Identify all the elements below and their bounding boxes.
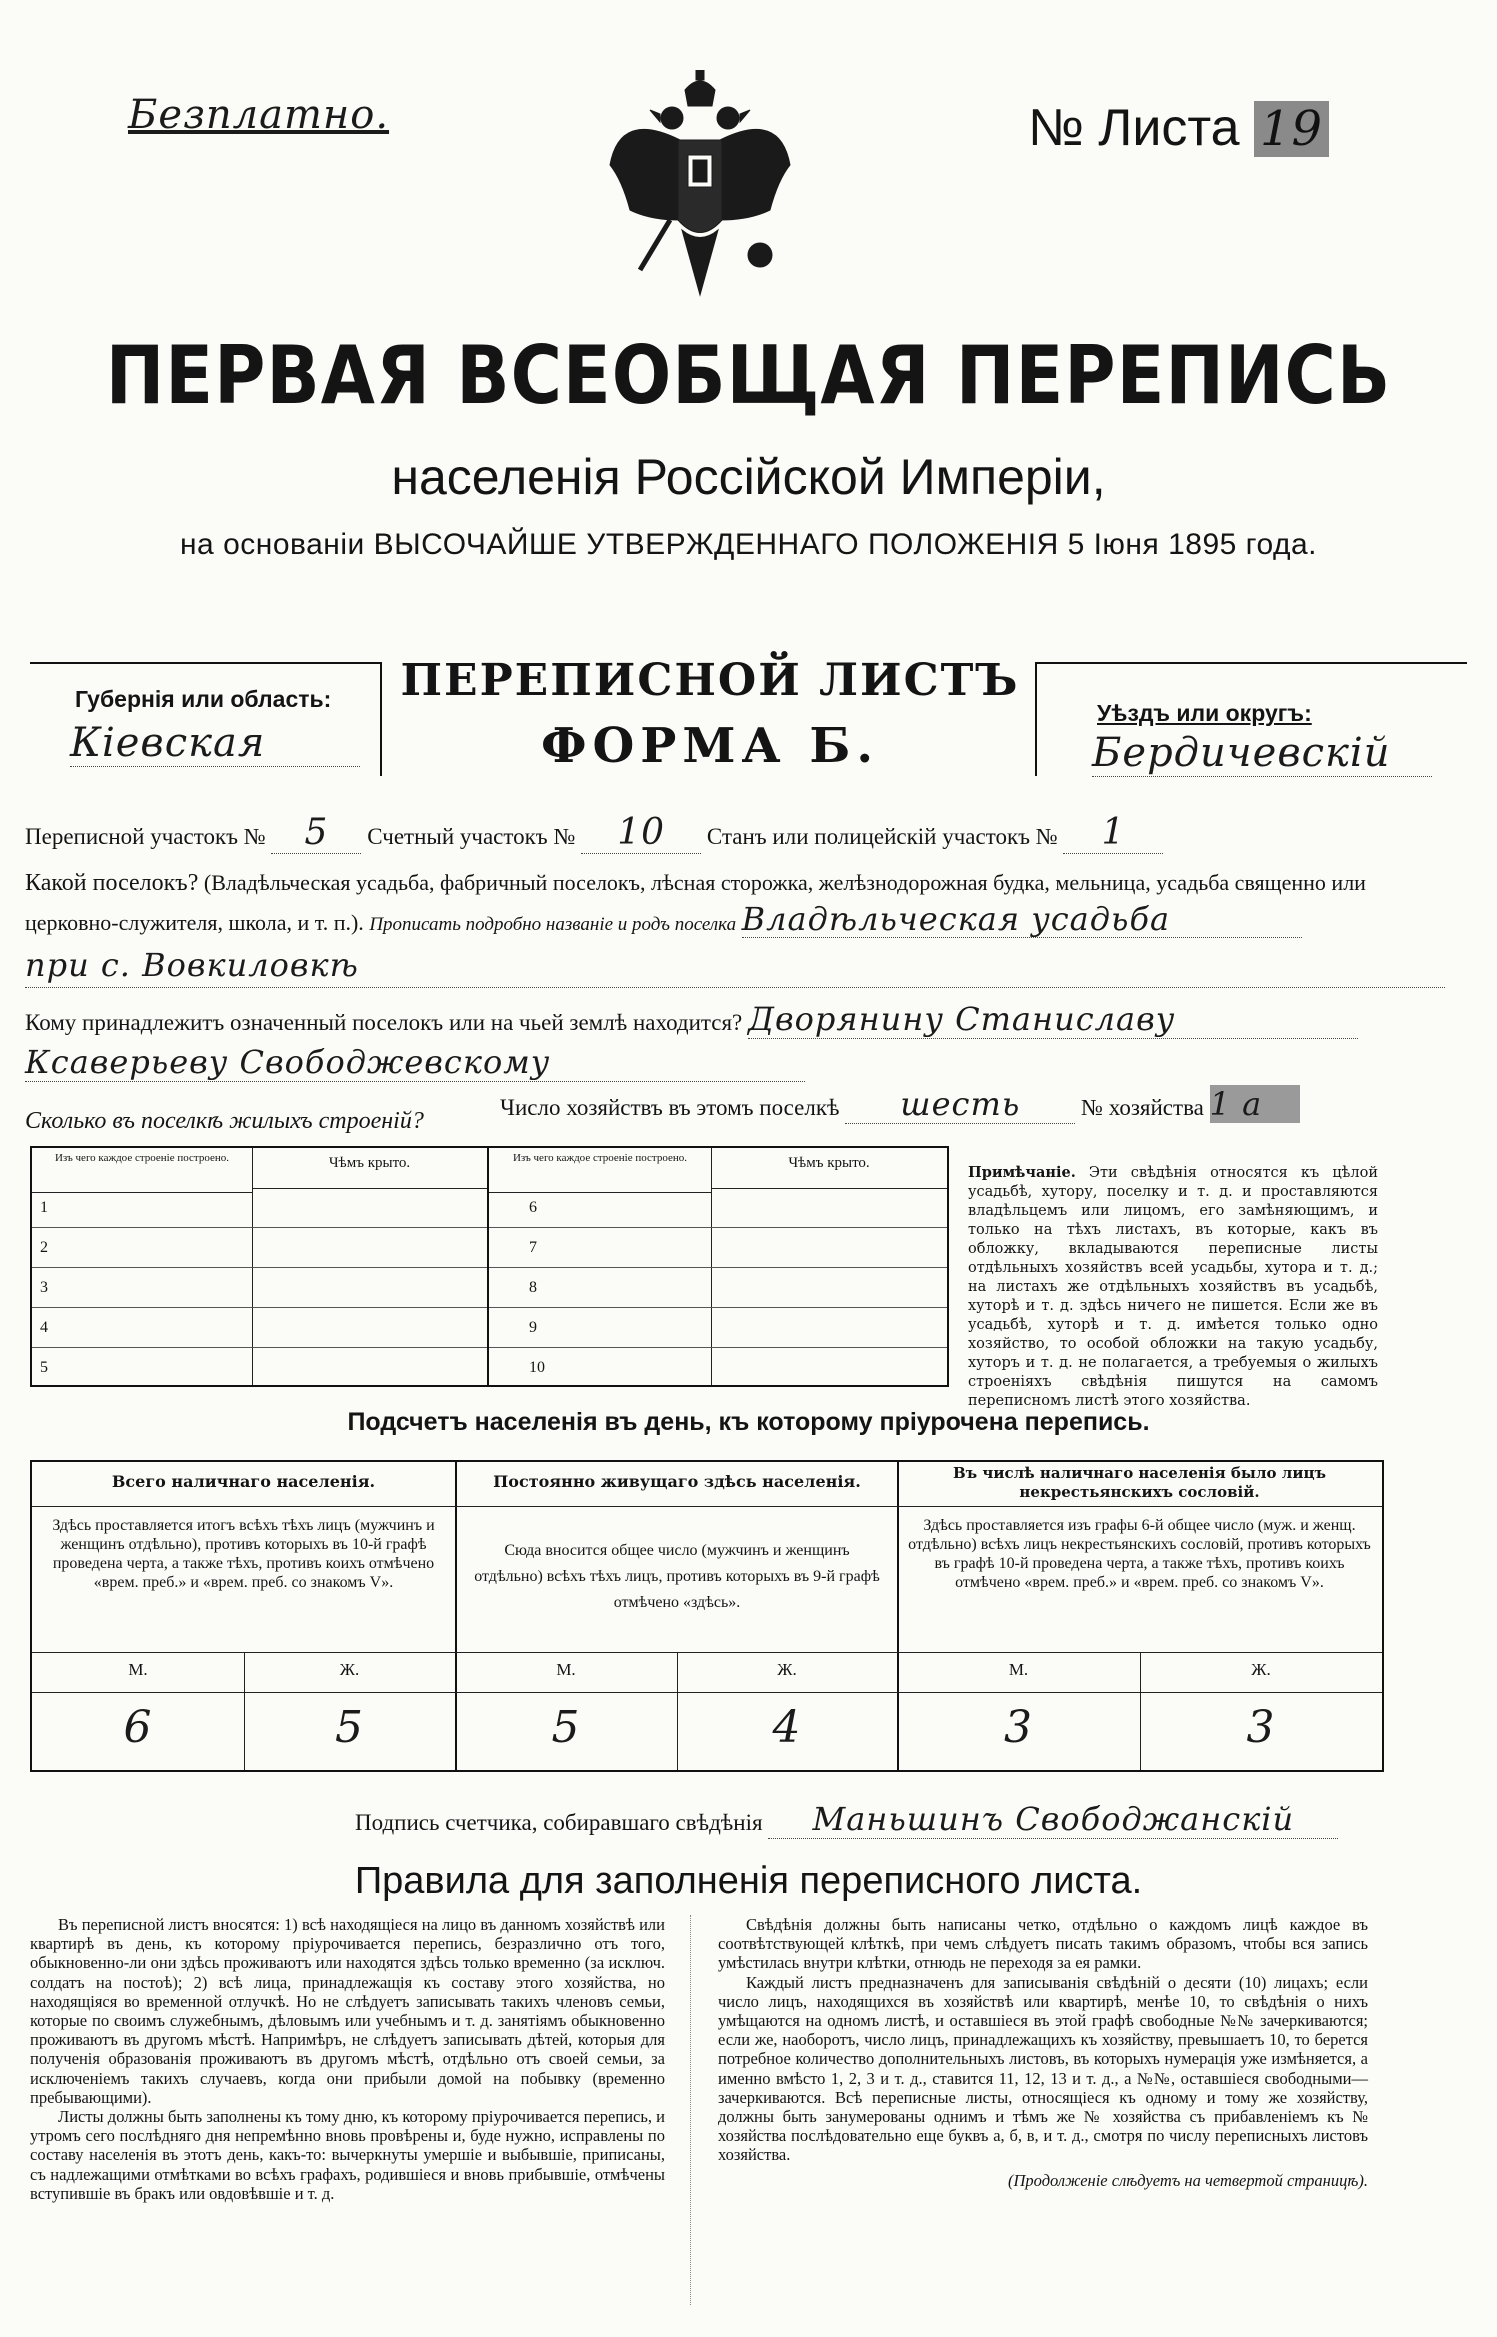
- table-row: 2: [32, 1228, 487, 1268]
- count-title: Подсчетъ населенія въ день, къ которому пріурочена перепись.: [347, 1408, 1150, 1436]
- settlement-block: [25, 865, 1465, 988]
- count-value[interactable]: 3: [1004, 1702, 1033, 1753]
- owner-label: Кому принадлежитъ означенный поселокъ или на чьей землѣ находится?: [25, 1010, 743, 1035]
- col1-text: Здѣсь проставляется итогъ всѣхъ тѣхъ лицъ (мужчинъ и женщинъ отдѣльно), противъ которыхъ въ 10-й графѣ проведена черта, а также тѣхъ, противъ коихъ отмѣчено «врем. преб.» и «врем. преб. со знакомъ V».: [52, 1517, 435, 1591]
- rules-right-column: [718, 1915, 1368, 2190]
- col3-header: Въ числѣ наличнаго населенія было лицъ некрестьянскихъ сословій.: [952, 1464, 1327, 1501]
- column-divider: [690, 1915, 691, 2305]
- female-label: Ж.: [777, 1660, 797, 1679]
- rules-right-p2: Каждый листъ предназначенъ для записыванія свѣдѣній о десяти (10) лицахъ; если число лицъ, находящихся въ хозяйствѣ или квартирѣ, менѣе 10, то свѣдѣнія о нихъ умѣщаются на одномъ листѣ, и оставшіеся въ этой графѣ свободные №№ зачеркиваются; если же, наоборотъ, число лицъ, принадлежащихъ къ хозяйству, превышаетъ 10, то берется потребное количество дополнительныхъ листовъ, въ которыхъ нумерація уже измѣняется, а именно вмѣсто 1, 2, 3 и т. д., ставится 11, 12, 13 и т. д., а №№, оставшіеся свободными—зачеркиваются. Всѣ переписные листы, относящіеся къ одному и тому же хозяйству, должны быть занумерованы однимъ и тѣмъ же № хозяйства съ прибавленіемъ къ № хозяйства послѣдовательно еще буквъ а, б, в, и т. д., смотря по числу переписныхъ листовъ хозяйства.: [718, 1972, 1368, 2165]
- count-value[interactable]: 5: [335, 1702, 364, 1753]
- note: [968, 1163, 1378, 1411]
- census-area-value[interactable]: 5: [271, 812, 361, 854]
- count-area-value[interactable]: 10: [581, 812, 701, 854]
- signature-value[interactable]: Маньшинъ Свободжанскій: [768, 1800, 1338, 1839]
- page-title: ПЕРВАЯ ВСЕОБЩАЯ ПЕРЕПИСЬ: [105, 328, 1392, 423]
- col1-header: Всего наличнаго населенія.: [111, 1472, 376, 1491]
- count-value[interactable]: 5: [551, 1702, 581, 1753]
- table-row: 5: [40, 1359, 48, 1376]
- table-row: 10: [529, 1359, 545, 1376]
- sheet-number-value: 19: [1254, 101, 1329, 157]
- form-title: ПЕРЕПИСНОЙ ЛИСТЪ: [400, 655, 1020, 706]
- count-value[interactable]: 3: [1246, 1702, 1276, 1753]
- district-value[interactable]: Бердичевскій: [1092, 730, 1432, 777]
- table-row: 7: [489, 1228, 947, 1268]
- form-subtitle: ФОРМА Б.: [540, 718, 880, 774]
- settlement-value-2[interactable]: при с. Вовкиловкѣ: [25, 943, 1445, 988]
- settlement-value-1[interactable]: Владѣльческая усадьба: [742, 901, 1302, 938]
- free-label: Безплатно.: [128, 92, 390, 138]
- col2-text: Сюда вносится общее число (мужчинъ и женщинъ отдѣльно) всѣхъ тѣхъ лицъ, противъ которыхъ въ 9-й графѣ отмѣчено «здѣсь».: [474, 1542, 880, 1611]
- rules-left-p2: Листы должны быть заполнены къ тому дню, къ которому пріурочивается перепись, и утромъ сего послѣдняго дня непремѣнно вновь провѣрены и, буде нужно, исправлены по составу населенія въ этотъ день, какъ-то: вычеркнуты умершіе и выбывшіе, приписаны, съ надлежащими отмѣтками во всѣхъ графахъ, родившіеся и вновь прибывшіе, отмѣчены вступившіе въ бракъ или овдовѣвшіе и т. д.: [30, 2107, 665, 2203]
- signature-label: Подпись счетчика, собиравшаго свѣдѣнія: [355, 1810, 763, 1835]
- col3-text: Здѣсь проставляется изъ графы 6-й общее число (муж. и женщ. отдѣльно) всѣхъ лицъ некрестьянскихъ сословій, противъ которыхъ въ графѣ 10-й проведена черта, а также тѣхъ, противъ коихъ отмѣчено «врем. преб.» и «врем. преб. со знакомъ V».: [908, 1517, 1371, 1591]
- rules-continuation: (Продолженіе слѣдуетъ на четвертой страницѣ).: [1008, 2170, 1368, 2190]
- female-label: Ж.: [339, 1660, 360, 1679]
- sheet-number-label: № Листа: [1028, 99, 1240, 157]
- households-value[interactable]: шесть: [845, 1085, 1075, 1124]
- stan-label: Станъ или полицейскій участокъ №: [706, 824, 1058, 849]
- table-row: 3: [32, 1268, 487, 1308]
- household-no-label: № хозяйства: [1081, 1095, 1204, 1120]
- col-material-header: Изъ чего каждое строеніе построено.: [489, 1148, 712, 1193]
- province-value[interactable]: Кіевская: [70, 720, 360, 767]
- table-row: 4: [32, 1308, 487, 1348]
- count-table: [30, 1460, 1384, 1772]
- count-value[interactable]: 6: [123, 1702, 153, 1753]
- table-row: 8: [489, 1268, 947, 1308]
- rules-right-p1: Свѣдѣнія должны быть написаны четко, отдѣльно о каждомъ лицѣ каждое въ соотвѣтствующей клѣткѣ, при чемъ слѣдуетъ писать такимъ образомъ, чтобы вся запись умѣстилась внутри клѣтки, отнюдь не переходя за ея рамки.: [718, 1915, 1368, 1973]
- note-text: Эти свѣдѣнія относятся къ цѣлой усадьбѣ, хутору, поселку и т. д. и проставляются владѣльцемъ или лицомъ, его замѣняющимъ, и только на тѣхъ листахъ, въ которые, какъ въ обложку, вкладываются переписные листы отдѣльныхъ хозяйствъ всей усадьбы, хутора и т. д.; на листахъ же отдѣльныхъ хозяйствъ въ усадьбѣ, хуторѣ и т. д. здѣсь ничего не пишется. Если же въ усадьбѣ, хуторѣ и т. д. имѣется только одно хозяйство, то особой обложки на такую усадьбу, хуторъ и т. д. не полагается, а требуемыя о жилыхъ строеніяхъ свѣдѣнія пишутся на самомъ переписномъ листѣ этого хозяйства.: [968, 1165, 1378, 1409]
- legal-basis: на основаніи ВЫСОЧАЙШЕ УТВЕРЖДЕННАГО ПОЛОЖЕНІЯ 5 Іюня 1895 года.: [179, 528, 1317, 561]
- signature-line: [355, 1800, 1338, 1839]
- count-value[interactable]: 4: [772, 1702, 802, 1753]
- table-row: 6: [489, 1188, 947, 1228]
- settlement-hint2: Прописать подробно названіе и родъ поселка: [369, 914, 737, 935]
- rules-left-p1: Въ переписной листъ вносятся: 1) всѣ находящіеся на лицо въ данномъ хозяйствѣ или квартирѣ въ день, къ которому пріурочивается перепись, безразлично отъ того, обыкновенно-ли они здѣсь проживаютъ или находятся здѣсь только временно (за исключ. солдатъ на постоѣ); 2) всѣ лица, принадлежащія къ составу этого хозяйства, но находящіяся во временной отлучкѣ. Но не слѣдуетъ записывать такихъ членовъ семьи, которые по своимъ служебнымъ, дѣловымъ или учебнымъ и т. д. занятіямъ обыкновенно проживаютъ въ другомъ мѣстѣ. Напримѣръ, не слѣдуетъ записывать дѣтей, которыя для полученія образованія проживаютъ въ другомъ мѣстѣ, отдѣльно отъ своей семьи, за исключеніемъ такихъ случаевъ, когда они прибыли домой на побывку (временно пребывающими).: [30, 1915, 665, 2107]
- households-line: [500, 1085, 1360, 1124]
- female-label: Ж.: [1251, 1660, 1271, 1679]
- census-area-label: Переписной участокъ №: [25, 824, 266, 849]
- rules-left-column: [30, 1915, 665, 2203]
- table-row: 9: [489, 1308, 947, 1348]
- table-row: 1: [32, 1188, 487, 1228]
- owner-value-1[interactable]: Дворянину Станиславу: [748, 1000, 1358, 1039]
- household-no-value[interactable]: 1 а: [1210, 1085, 1360, 1123]
- district-label: Уѣздъ или округъ:: [1097, 700, 1312, 726]
- households-label: Число хозяйствъ въ этомъ поселкѣ: [500, 1095, 840, 1120]
- double-eagle-emblem: [600, 70, 800, 310]
- note-title: Примѣчаніе.: [968, 1164, 1076, 1181]
- rules-title: Правила для заполненія переписного листа.: [354, 1860, 1143, 1902]
- stan-value[interactable]: 1: [1063, 812, 1163, 854]
- settlement-hint: (Владѣльческая усадьба, фабричный поселокъ, лѣсная сторожка, желѣзнодорожная будка, мельница, усадьба священно или церковно-служителя, школа, и т. п.).: [25, 870, 1366, 935]
- province-box: [30, 662, 382, 776]
- district-box: [1035, 662, 1467, 776]
- province-label: Губернія или область:: [75, 686, 332, 712]
- male-label: М.: [556, 1660, 576, 1679]
- census-area-line: [25, 812, 1465, 854]
- col-material-header: Изъ чего каждое строеніе построено.: [32, 1148, 253, 1193]
- buildings-label: Сколько въ поселкѣ жилыхъ строеній?: [25, 1108, 424, 1134]
- col-roof-header: Чѣмъ крыто.: [252, 1148, 487, 1189]
- buildings-table: [30, 1146, 949, 1387]
- owner-value-2[interactable]: Ксаверьеву Свободжевскому: [25, 1043, 805, 1082]
- count-area-label: Счетный участокъ №: [367, 824, 576, 849]
- page-subtitle: населенія Россійской Имперіи,: [391, 449, 1106, 505]
- col-roof-header: Чѣмъ крыто.: [711, 1148, 947, 1189]
- sheet-number: [1028, 98, 1329, 158]
- owner-block: [25, 1000, 1465, 1082]
- male-label: М.: [128, 1660, 148, 1679]
- settlement-label: Какой поселокъ?: [25, 870, 199, 896]
- col2-header: Постоянно живущаго здѣсь населенія.: [493, 1472, 861, 1491]
- male-label: М.: [1008, 1660, 1029, 1679]
